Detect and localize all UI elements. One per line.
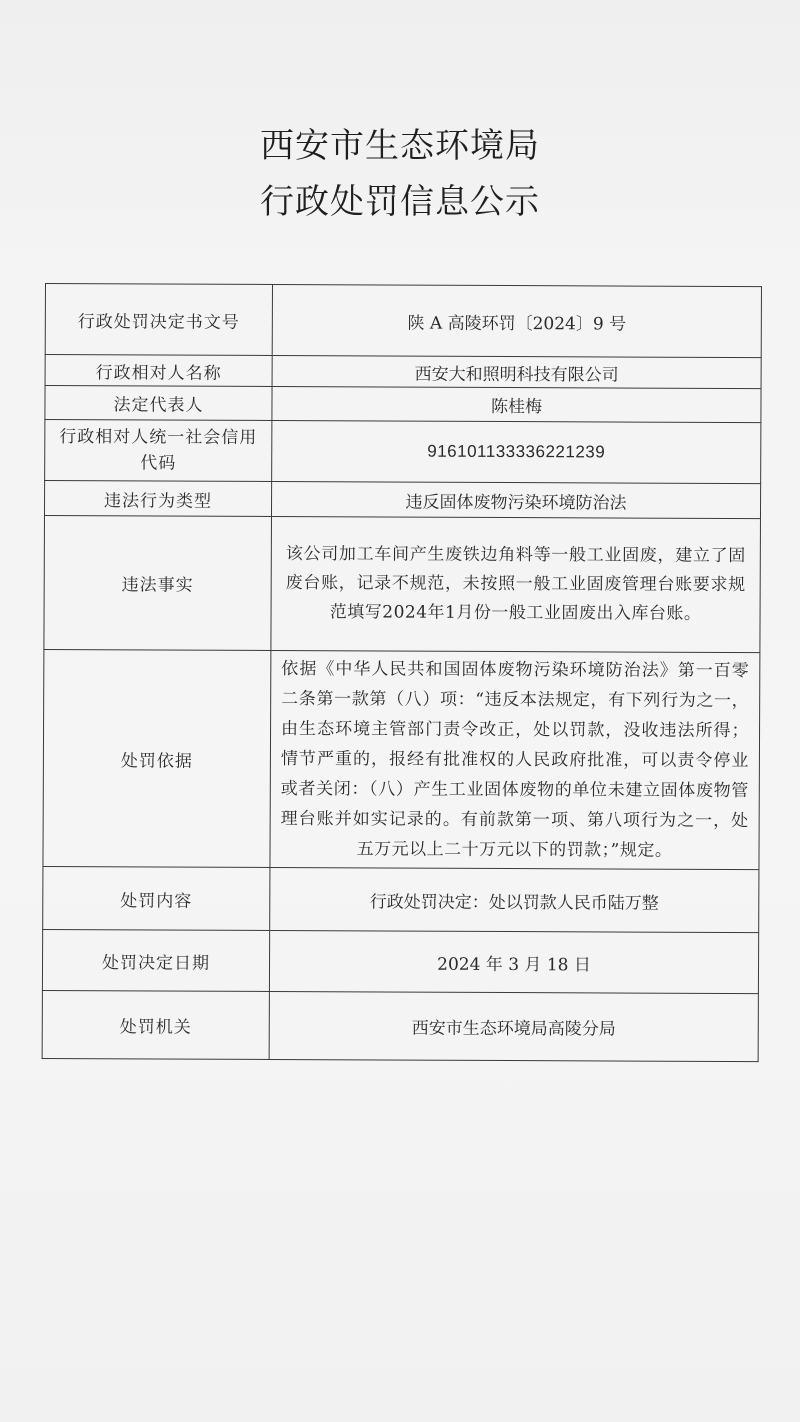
label-penalty-content: 处罚内容 <box>43 866 270 930</box>
label-decision-number: 行政处罚决定书文号 <box>45 284 272 356</box>
document-title <box>0 118 800 230</box>
table-row-violation-facts <box>44 515 761 652</box>
title-notice: 行政处罚信息公示 <box>260 182 540 222</box>
label-legal-representative: 法定代表人 <box>45 386 272 421</box>
label-counterparty-name: 行政相对人名称 <box>45 355 272 387</box>
value-penalty-content: 行政处罚决定：处以罚款人民币陆万整 <box>270 867 759 932</box>
table-row-decision-number <box>45 284 761 358</box>
table-row-decision-date <box>42 929 758 993</box>
label-credit-code: 行政相对人统一社会信用代码 <box>45 420 272 482</box>
value-counterparty-name: 西安大和照明科技有限公司 <box>272 355 761 388</box>
penalty-info-table <box>42 283 762 1062</box>
value-legal-representative: 陈桂梅 <box>272 386 761 422</box>
value-penalty-authority: 西安市生态环境局高陵分局 <box>269 991 758 1061</box>
label-penalty-basis: 处罚依据 <box>43 649 271 867</box>
label-violation-type: 违法行为类型 <box>44 481 271 517</box>
value-credit-code: 916101133336221239 <box>272 420 761 483</box>
value-violation-type: 违反固体废物污染环境防治法 <box>271 481 760 518</box>
value-penalty-basis: 依据《中华人民共和国固体废物污染环境防治法》第一百零二条第一款第（八）项：“违反本法规定，有下列行为之一，由生态环境主管部门责令改正，处以罚款，没收违法所得；情节严重的，报经有批准权的人民政府批准，可以责令停业或者关闭：（八）产生工业固体废物的单位未建立固体废物管理台账并如实记录的。有前款第一项、第八项行为之一，处五万元以上二十万元以下的罚款；”规定。 <box>270 650 760 869</box>
table-row-counterparty-name <box>45 355 761 389</box>
table-row-credit-code <box>45 420 761 484</box>
table-row-violation-type <box>44 481 760 519</box>
value-decision-number: 陕 A 高陵环罚〔2024〕9 号 <box>272 284 761 357</box>
table-row-penalty-content <box>43 866 759 932</box>
label-penalty-authority: 处罚机关 <box>42 990 269 1059</box>
value-violation-facts: 该公司加工车间产生废铁边角料等一般工业固废，建立了固废台账，记录不规范，未按照一般工业固废管理台账要求规范填写2024年1月份一般工业固废出入库台账。 <box>271 516 761 652</box>
table-row-penalty-basis <box>43 649 760 869</box>
table-row-legal-representative <box>45 386 761 423</box>
label-decision-date: 处罚决定日期 <box>42 929 269 991</box>
value-decision-date: 2024 年 3 月 18 日 <box>269 930 758 993</box>
table-row-penalty-authority <box>42 990 758 1061</box>
title-agency: 西安市生态环境局 <box>260 126 540 166</box>
label-violation-facts: 违法事实 <box>44 515 272 650</box>
